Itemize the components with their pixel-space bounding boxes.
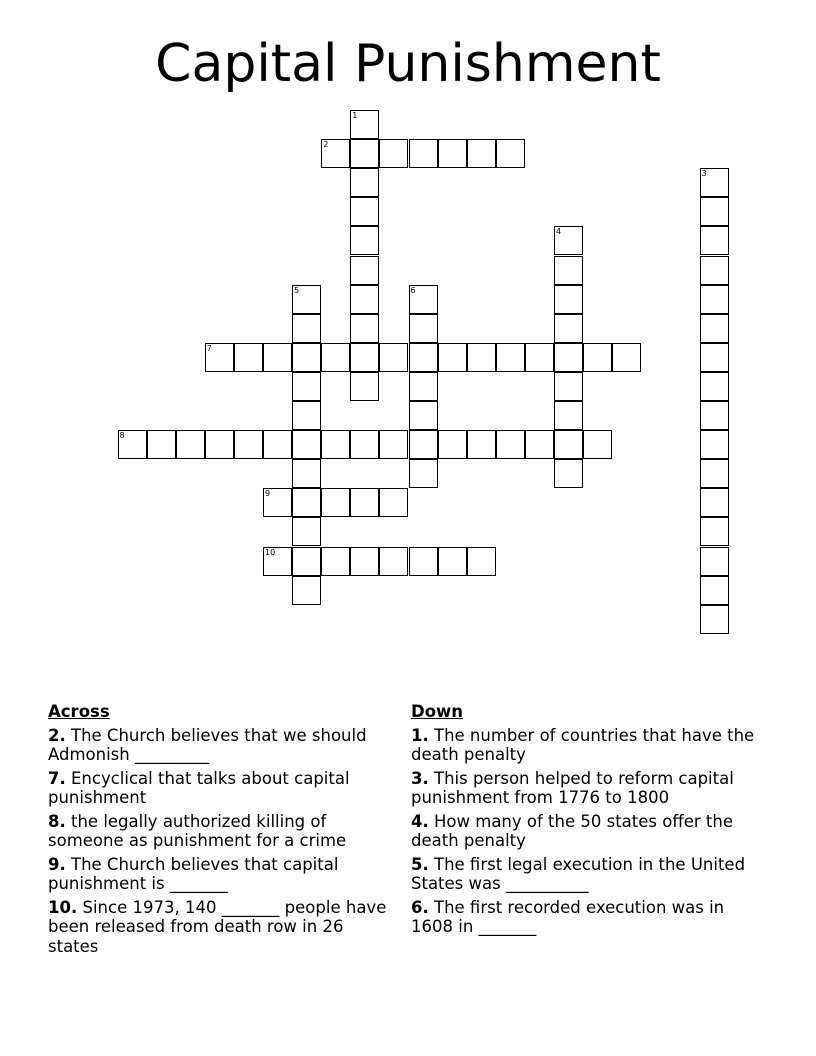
grid-cell[interactable] — [554, 226, 583, 255]
grid-cell[interactable] — [700, 430, 729, 459]
across-clue — [48, 855, 398, 894]
grid-cell[interactable] — [438, 547, 467, 576]
grid-cell[interactable] — [700, 343, 729, 372]
grid-cell[interactable] — [554, 285, 583, 314]
clue-text: the legally authorized killing of someone as punishment for a crime — [48, 811, 347, 850]
down-clues — [411, 702, 761, 941]
grid-cell[interactable] — [234, 430, 263, 459]
cell-number: 8 — [119, 431, 125, 441]
grid-cell[interactable] — [205, 343, 234, 372]
cell-number: 7 — [206, 343, 212, 353]
page-title: Capital Punishment — [155, 34, 661, 94]
cell-number: 5 — [294, 285, 300, 295]
clue-number: 2. — [48, 725, 66, 745]
grid-cell[interactable] — [554, 314, 583, 343]
grid-cell[interactable] — [292, 459, 321, 488]
grid-cell[interactable] — [467, 343, 496, 372]
grid-cell[interactable] — [292, 576, 321, 605]
grid-cell[interactable] — [554, 343, 583, 372]
clue-text: The Church believes that we should Admonish _________ — [48, 725, 367, 764]
grid-cell[interactable] — [292, 517, 321, 546]
grid-cell[interactable] — [409, 139, 438, 168]
clue-text: The Church believes that capital punishment is _______ — [48, 854, 339, 893]
clue-text: The number of countries that have the death penalty — [411, 725, 755, 764]
grid-cell[interactable] — [467, 430, 496, 459]
clue-number: 6. — [411, 897, 429, 917]
grid-cell[interactable] — [700, 285, 729, 314]
clue-text: The first legal execution in the United States was __________ — [411, 854, 746, 893]
grid-cell[interactable] — [263, 547, 292, 576]
clue-text: Encyclical that talks about capital punishment — [48, 768, 350, 807]
cell-number: 3 — [701, 169, 707, 179]
grid-cell[interactable] — [292, 401, 321, 430]
grid-cell[interactable] — [292, 547, 321, 576]
grid-cell[interactable] — [409, 372, 438, 401]
cell-number: 9 — [265, 489, 271, 499]
down-clue — [411, 898, 761, 937]
down-clue — [411, 855, 761, 894]
down-clue — [411, 812, 761, 851]
grid-cell[interactable] — [350, 488, 379, 517]
grid-cell[interactable] — [350, 226, 379, 255]
grid-cell[interactable] — [350, 285, 379, 314]
grid-cell[interactable] — [700, 576, 729, 605]
grid-cell[interactable] — [292, 430, 321, 459]
grid-cell[interactable] — [409, 401, 438, 430]
grid-cell[interactable] — [292, 488, 321, 517]
grid-cell[interactable] — [321, 343, 350, 372]
grid-cell[interactable] — [700, 197, 729, 226]
grid-cell[interactable] — [379, 488, 408, 517]
grid-cell[interactable] — [496, 430, 525, 459]
grid-cell[interactable] — [350, 256, 379, 285]
grid-cell[interactable] — [350, 197, 379, 226]
grid-cell[interactable] — [700, 226, 729, 255]
clue-number: 10. — [48, 897, 78, 917]
grid-cell[interactable] — [700, 517, 729, 546]
grid-cell[interactable] — [700, 605, 729, 634]
grid-cell[interactable] — [350, 343, 379, 372]
grid-cell[interactable] — [234, 343, 263, 372]
grid-cell[interactable] — [350, 430, 379, 459]
clue-text: Since 1973, 140 _______ people have been released from death row in 26 states — [48, 897, 387, 956]
grid-cell[interactable] — [350, 372, 379, 401]
cell-number: 10 — [265, 547, 276, 557]
grid-cell[interactable] — [292, 285, 321, 314]
grid-cell[interactable] — [583, 343, 612, 372]
cell-number: 4 — [556, 227, 562, 237]
clue-number: 1. — [411, 725, 429, 745]
clue-number: 5. — [411, 854, 429, 874]
grid-cell[interactable] — [409, 547, 438, 576]
grid-cell[interactable] — [379, 343, 408, 372]
grid-cell[interactable] — [292, 314, 321, 343]
clue-number: 7. — [48, 768, 66, 788]
grid-cell[interactable] — [350, 314, 379, 343]
clue-number: 8. — [48, 811, 66, 831]
clue-text: The first recorded execution was in 1608 in _______ — [411, 897, 725, 936]
cell-number: 1 — [352, 111, 358, 120]
down-clue — [411, 726, 761, 765]
grid-cell[interactable] — [467, 547, 496, 576]
grid-cell[interactable] — [379, 430, 408, 459]
grid-cell[interactable] — [379, 547, 408, 576]
grid-cell[interactable] — [700, 314, 729, 343]
grid-cell[interactable] — [700, 168, 729, 197]
grid-cell[interactable] — [496, 139, 525, 168]
grid-cell[interactable] — [583, 430, 612, 459]
grid-cell[interactable] — [700, 488, 729, 517]
grid-cell[interactable] — [292, 372, 321, 401]
grid-cell[interactable] — [321, 547, 350, 576]
grid-cell[interactable] — [321, 430, 350, 459]
clue-number: 4. — [411, 811, 429, 831]
grid-cell[interactable] — [263, 343, 292, 372]
grid-cell[interactable] — [147, 430, 176, 459]
grid-cell[interactable] — [467, 139, 496, 168]
grid-cell[interactable] — [554, 372, 583, 401]
clue-text: How many of the 50 states offer the death penalty — [411, 811, 733, 850]
grid-cell[interactable] — [321, 139, 350, 168]
grid-cell[interactable] — [554, 401, 583, 430]
down-clue — [411, 769, 761, 808]
grid-cell[interactable] — [554, 430, 583, 459]
grid-cell[interactable] — [263, 488, 292, 517]
grid-cell[interactable] — [205, 430, 234, 459]
down-heading: Down — [411, 702, 464, 721]
grid-cell[interactable] — [292, 343, 321, 372]
across-clue — [48, 726, 398, 765]
grid-cell[interactable] — [409, 314, 438, 343]
grid-cell[interactable] — [438, 139, 467, 168]
grid-cell[interactable] — [350, 168, 379, 197]
across-heading: Across — [48, 702, 110, 721]
grid-cell[interactable] — [700, 256, 729, 285]
grid-cell[interactable] — [263, 430, 292, 459]
grid-cell[interactable] — [409, 430, 438, 459]
clue-text: This person helped to reform capital punishment from 1776 to 1800 — [411, 768, 734, 807]
grid-cell[interactable] — [496, 343, 525, 372]
grid-cell[interactable] — [700, 372, 729, 401]
grid-cell[interactable] — [438, 430, 467, 459]
clue-number: 3. — [411, 768, 429, 788]
grid-cell[interactable] — [525, 343, 554, 372]
grid-cell[interactable] — [379, 139, 408, 168]
grid-cell[interactable] — [350, 547, 379, 576]
grid-cell[interactable] — [438, 343, 467, 372]
grid-cell[interactable] — [350, 110, 379, 139]
grid-cell[interactable] — [350, 139, 379, 168]
clue-number: 9. — [48, 854, 66, 874]
cell-number: 6 — [410, 285, 416, 295]
grid-cell[interactable] — [525, 430, 554, 459]
grid-cell[interactable] — [321, 488, 350, 517]
grid-cell[interactable] — [700, 401, 729, 430]
cell-number: 2 — [323, 140, 329, 150]
grid-cell[interactable] — [700, 459, 729, 488]
across-clues — [48, 702, 398, 960]
across-clue — [48, 898, 398, 957]
grid-cell[interactable] — [409, 459, 438, 488]
grid-cell[interactable] — [176, 430, 205, 459]
grid-cell[interactable] — [700, 547, 729, 576]
grid-cell[interactable] — [409, 285, 438, 314]
grid-cell[interactable] — [554, 459, 583, 488]
grid-cell[interactable] — [554, 256, 583, 285]
grid-cell[interactable] — [409, 343, 438, 372]
grid-cell[interactable] — [118, 430, 147, 459]
across-clue — [48, 769, 398, 808]
grid-cell[interactable] — [612, 343, 641, 372]
across-clue — [48, 812, 398, 851]
